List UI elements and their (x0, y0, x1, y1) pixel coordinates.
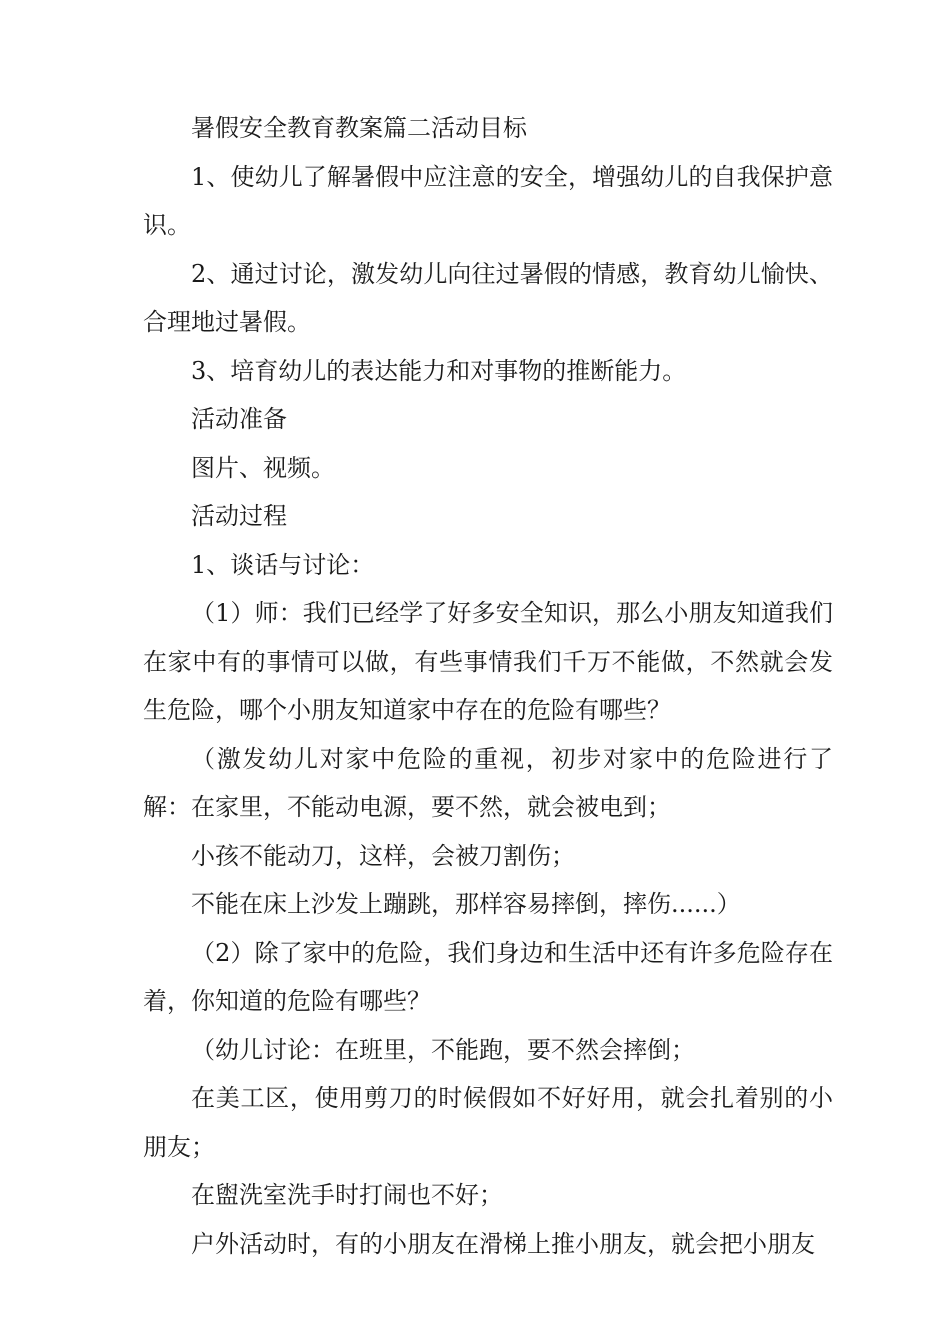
paragraph: （2）除了家中的危险，我们身边和生活中还有许多危险存在着，你知道的危险有哪些？ (143, 938, 833, 1015)
paragraph: （1）师：我们已经学了好多安全知识，那么小朋友知道我们在家中有的事情可以做，有些事情我们千万不能做，不然就会发生危险，哪个小朋友知道家中存在的危险有哪些？ (143, 599, 833, 724)
paragraph: 户外活动时，有的小朋友在滑梯上推小朋友，就会把小朋友 (191, 1229, 815, 1258)
paragraph: 在盥洗室洗手时打闹也不好； (191, 1181, 503, 1209)
paragraph: 不能在床上沙发上蹦跳，那样容易摔倒，摔伤......） (191, 890, 741, 918)
section-heading: 活动过程 (191, 502, 287, 530)
paragraph: 在美工区，使用剪刀的时候假如不好好用，就会扎着别的小朋友； (143, 1084, 833, 1161)
paragraph: 2、通过讨论，激发幼儿向往过暑假的情感，教育幼儿愉快、合理地过暑假。 (143, 259, 833, 336)
section-heading: 暑假安全教育教案篇二活动目标 (191, 114, 527, 142)
paragraph: 图片、视频。 (191, 453, 335, 482)
section-heading: 活动准备 (191, 405, 287, 433)
document-body (143, 104, 833, 1268)
paragraph: （激发幼儿对家中危险的重视，初步对家中的危险进行了解：在家里，不能动电源，要不然，就会被电到； (143, 744, 833, 821)
paragraph: （幼儿讨论：在班里，不能跑，要不然会摔倒； (191, 1035, 695, 1064)
paragraph: 3、培育幼儿的表达能力和对事物的推断能力。 (191, 356, 687, 385)
paragraph: 1、谈话与讨论： (191, 550, 375, 579)
paragraph: 1、使幼儿了解暑假中应注意的安全，增强幼儿的自我保护意识。 (143, 162, 833, 239)
paragraph: 小孩不能动刀，这样，会被刀割伤； (191, 841, 575, 870)
